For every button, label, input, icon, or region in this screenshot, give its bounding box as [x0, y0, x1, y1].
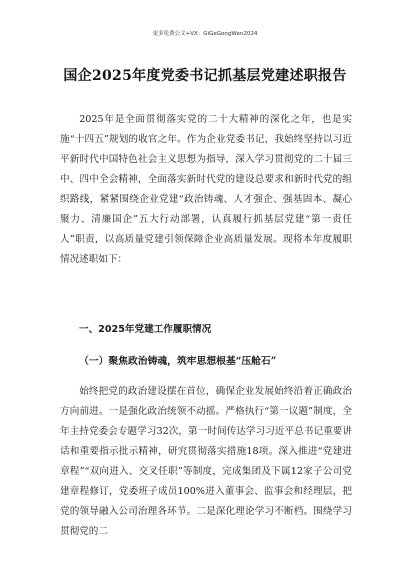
- section-heading: 一、2025年党建工作履职情况: [79, 324, 212, 335]
- subsection-heading: （一）聚焦政治铸魂，筑牢思想根基“压舱石”: [79, 356, 277, 367]
- body-paragraph: 始终把党的政治建设摆在首位，确保企业发展始终沿着正确政治方向前进。一是强化政治统领不动摇。严格执行“第一议题”制度，全年主持党委会专题学习32次，第一时间传达学习习近平总书记重要讲话和重要指示批示精神，研究贯彻落实措施18项。深入推进“党建进章程”“双向进入、交叉任职”等制度，完成集团及下属12家子公司党建章程修订，党委班子成员100%进入董事会、监事会和经理层，把党的领导融入公司治理各环节。二是深化理论学习不断档。围绕学习贯彻党的二: [60, 386, 352, 537]
- header-note: 更多免费公文+VX：GiGeGongWen2024: [152, 31, 258, 37]
- intro-paragraph: 2025年是全面贯彻落实党的二十大精神的深化之年，也是实施“十四五”规划的收官之年。作为企业党委书记，我始终坚持以习近平新时代中国特色社会主义思想为指导，深入学习贯彻党的二十届三中、四中全会精神，全面落实新时代党的建设总要求和新时代党的组织路线，紧紧围绕企业党建“政治铸魂、人才强企、强基固本、凝心聚力、清廉国企”五大行动部署，认真履行抓基层党建“第一责任人”职责，以高质量党建引领保障企业高质量发展。现将本年度履职情况述职如下：: [60, 114, 352, 265]
- document-title: 国企2025年度党委书记抓基层党建述职报告: [63, 68, 347, 84]
